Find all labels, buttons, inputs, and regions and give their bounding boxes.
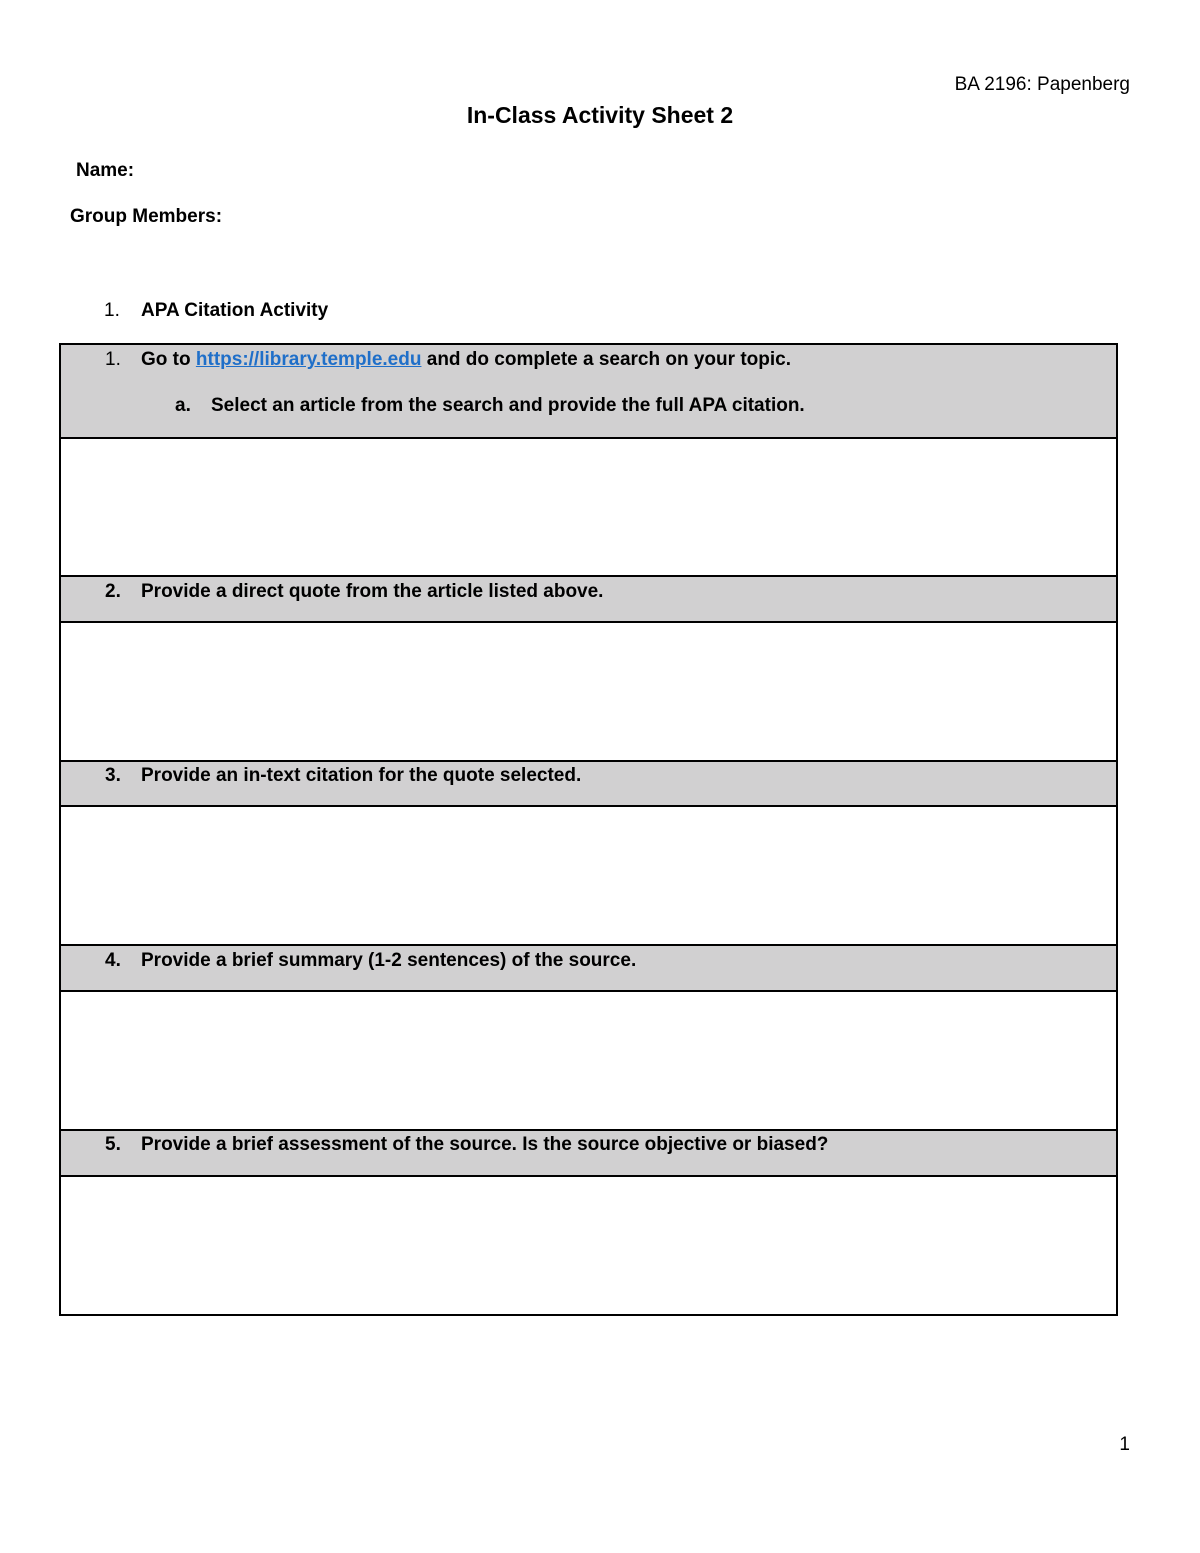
question-row-1 — [61, 345, 1116, 439]
question-1-suffix: and do complete a search on your topic. — [421, 349, 791, 370]
activity-table — [59, 343, 1118, 1316]
page-title: In-Class Activity Sheet 2 — [466, 102, 734, 128]
question-4-instruction: Provide a brief summary (1-2 sentences) of the source. — [141, 950, 637, 971]
question-2-instruction: Provide a direct quote from the article listed above. — [141, 581, 604, 602]
question-1a-text — [175, 395, 805, 417]
question-3-text — [105, 765, 581, 787]
question-2-text — [105, 581, 603, 603]
answer-box-3[interactable] — [61, 807, 1116, 946]
question-row-5 — [61, 1131, 1116, 1177]
answer-box-1[interactable] — [61, 439, 1116, 577]
question-2-number: 2. — [105, 581, 121, 602]
question-3-number: 3. — [105, 765, 121, 786]
question-1-text — [105, 349, 791, 371]
section-title: APA Citation Activity — [141, 300, 329, 321]
answer-box-4[interactable] — [61, 992, 1116, 1131]
question-4-number: 4. — [105, 950, 121, 971]
answer-box-2[interactable] — [61, 623, 1116, 762]
question-5-instruction: Provide a brief assessment of the source. Is the source objective or biased? — [141, 1134, 829, 1155]
question-row-4 — [61, 946, 1116, 992]
question-5-text — [105, 1134, 828, 1156]
course-header: BA 2196: Papenberg — [954, 74, 1130, 95]
question-1a-letter: a. — [175, 395, 191, 416]
question-1-number: 1. — [105, 349, 121, 370]
question-1-prefix: Go to — [141, 349, 196, 370]
name-label: Name: — [76, 160, 135, 181]
section-heading — [104, 300, 328, 322]
page-number: 1 — [1119, 1434, 1130, 1455]
question-4-text — [105, 950, 636, 972]
question-1a-instruction: Select an article from the search and provide the full APA citation. — [211, 395, 805, 416]
question-row-3 — [61, 762, 1116, 807]
group-members-label: Group Members: — [70, 206, 223, 227]
library-link[interactable]: https://library.temple.edu — [195, 349, 422, 370]
question-3-instruction: Provide an in-text citation for the quote selected. — [141, 765, 582, 786]
answer-box-5[interactable] — [61, 1177, 1116, 1316]
section-number: 1. — [104, 300, 120, 321]
question-5-number: 5. — [105, 1134, 121, 1155]
question-row-2 — [61, 577, 1116, 623]
